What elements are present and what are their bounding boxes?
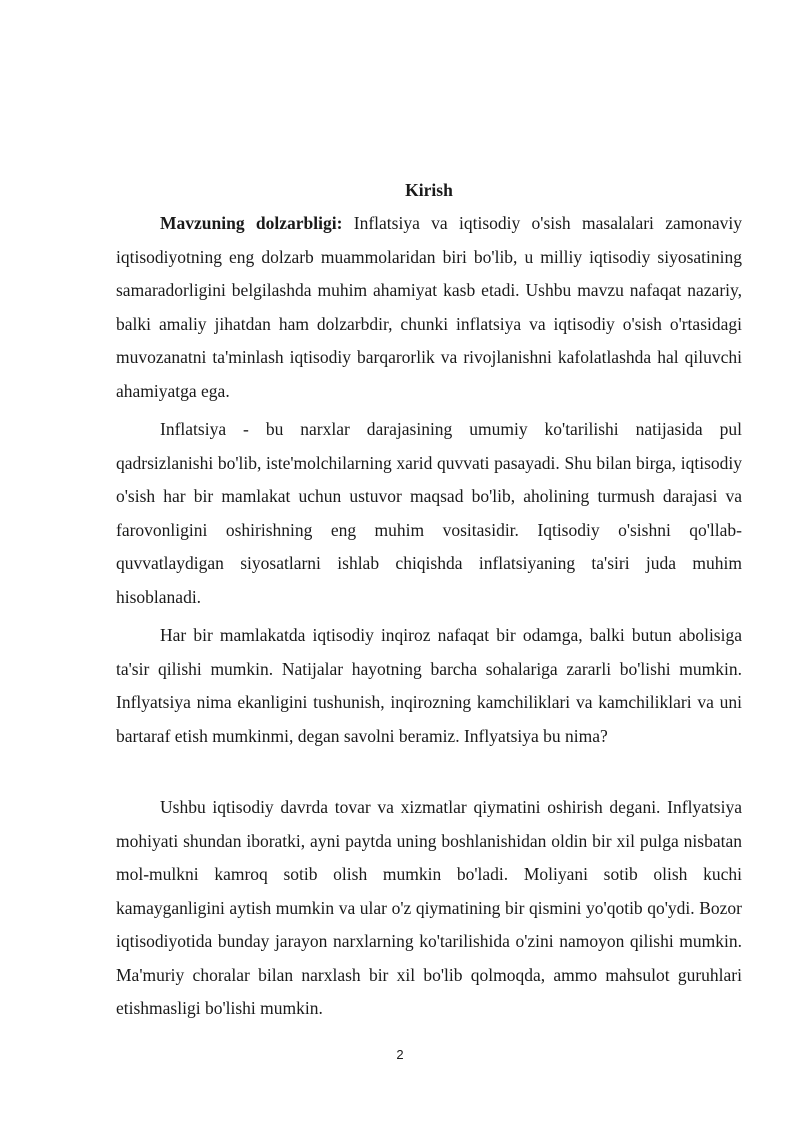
paragraph-inflation-definition: Inflatsiya - bu narxlar darajasining umumiy ko'tarilishi natijasida pul qadrsizlanishi bo'lib, iste'molchilarning xarid quvvati pasayadi. Shu bilan birga, iqtisodiy o'sish har bir mamlakat uchun ustuvor maqsad bo'lib, aholining turmush darajasi va farovonligini oshirishning eng muhim vositasidir. Iqtisodiy o'sishni qo'llab-quvvatlaydigan siyosatlarni ishlab chiqishda inflatsiyaning ta'siri juda muhim hisoblanadi. xyxy=(116,419,742,607)
paragraph-inflation-essence: Ushbu iqtisodiy davrda tovar va xizmatlar qiymatini oshirish degani. Inflyatsiya mohiyati shundan iboratki, ayni paytda uning boshlanishidan oldin bir xil pulga nisbatan mol-mulkni kamroq sotib olish mumkin bo'ladi. Moliyani sotib olish kuchi kamayganligini aytish mumkin va ular o'z qiymatining bir qismini yo'qotib qo'ydi. Bozor iqtisodiyotida bunday jarayon narxlarning ko'tarilishida o'zini namoyon qilishi mumkin. Ma'muriy choralar bilan narxlash bir xil bo'lib qolmoqda, ammo mahsulot guruhlari etishmasligi bo'lishi mumkin. xyxy=(116,797,742,1018)
paragraph-relevance xyxy=(116,207,742,408)
paragraph-text: Inflatsiya va iqtisodiy o'sish masalalari zamonaviy iqtisodiyotning eng dolzarb muammolaridan biri bo'lib, u milliy iqtisodiy siyosatining samaradorligini belgilashda muhim ahamiyat kasb etadi. Ushbu mavzu nafaqat nazariy, balki amaliy jihatdan ham dolzarbdir, chunki inflatsiya va iqtisodiy o'sish o'rtasidagi muvozanatni ta'minlash iqtisodiy barqarorlik va rivojlanishni kafolatlashda hal qiluvchi ahamiyatga ega. xyxy=(116,213,742,401)
paragraph-lead: Mavzuning dolzarbligi: xyxy=(160,213,343,233)
page-number: 2 xyxy=(396,1047,404,1062)
paragraph-economic-crisis: Har bir mamlakatda iqtisodiy inqiroz nafaqat bir odamga, balki butun abolisiga ta'sir qilishi mumkin. Natijalar hayotning barcha sohalariga zararli bo'lishi mumkin. Inflyatsiya nima ekanligini tushunish, inqirozning kamchiliklari va kamchiliklari va uni bartaraf etish mumkinmi, degan savolni beramiz. Inflyatsiya bu nima? xyxy=(116,625,742,746)
section-title: Kirish xyxy=(405,180,453,200)
